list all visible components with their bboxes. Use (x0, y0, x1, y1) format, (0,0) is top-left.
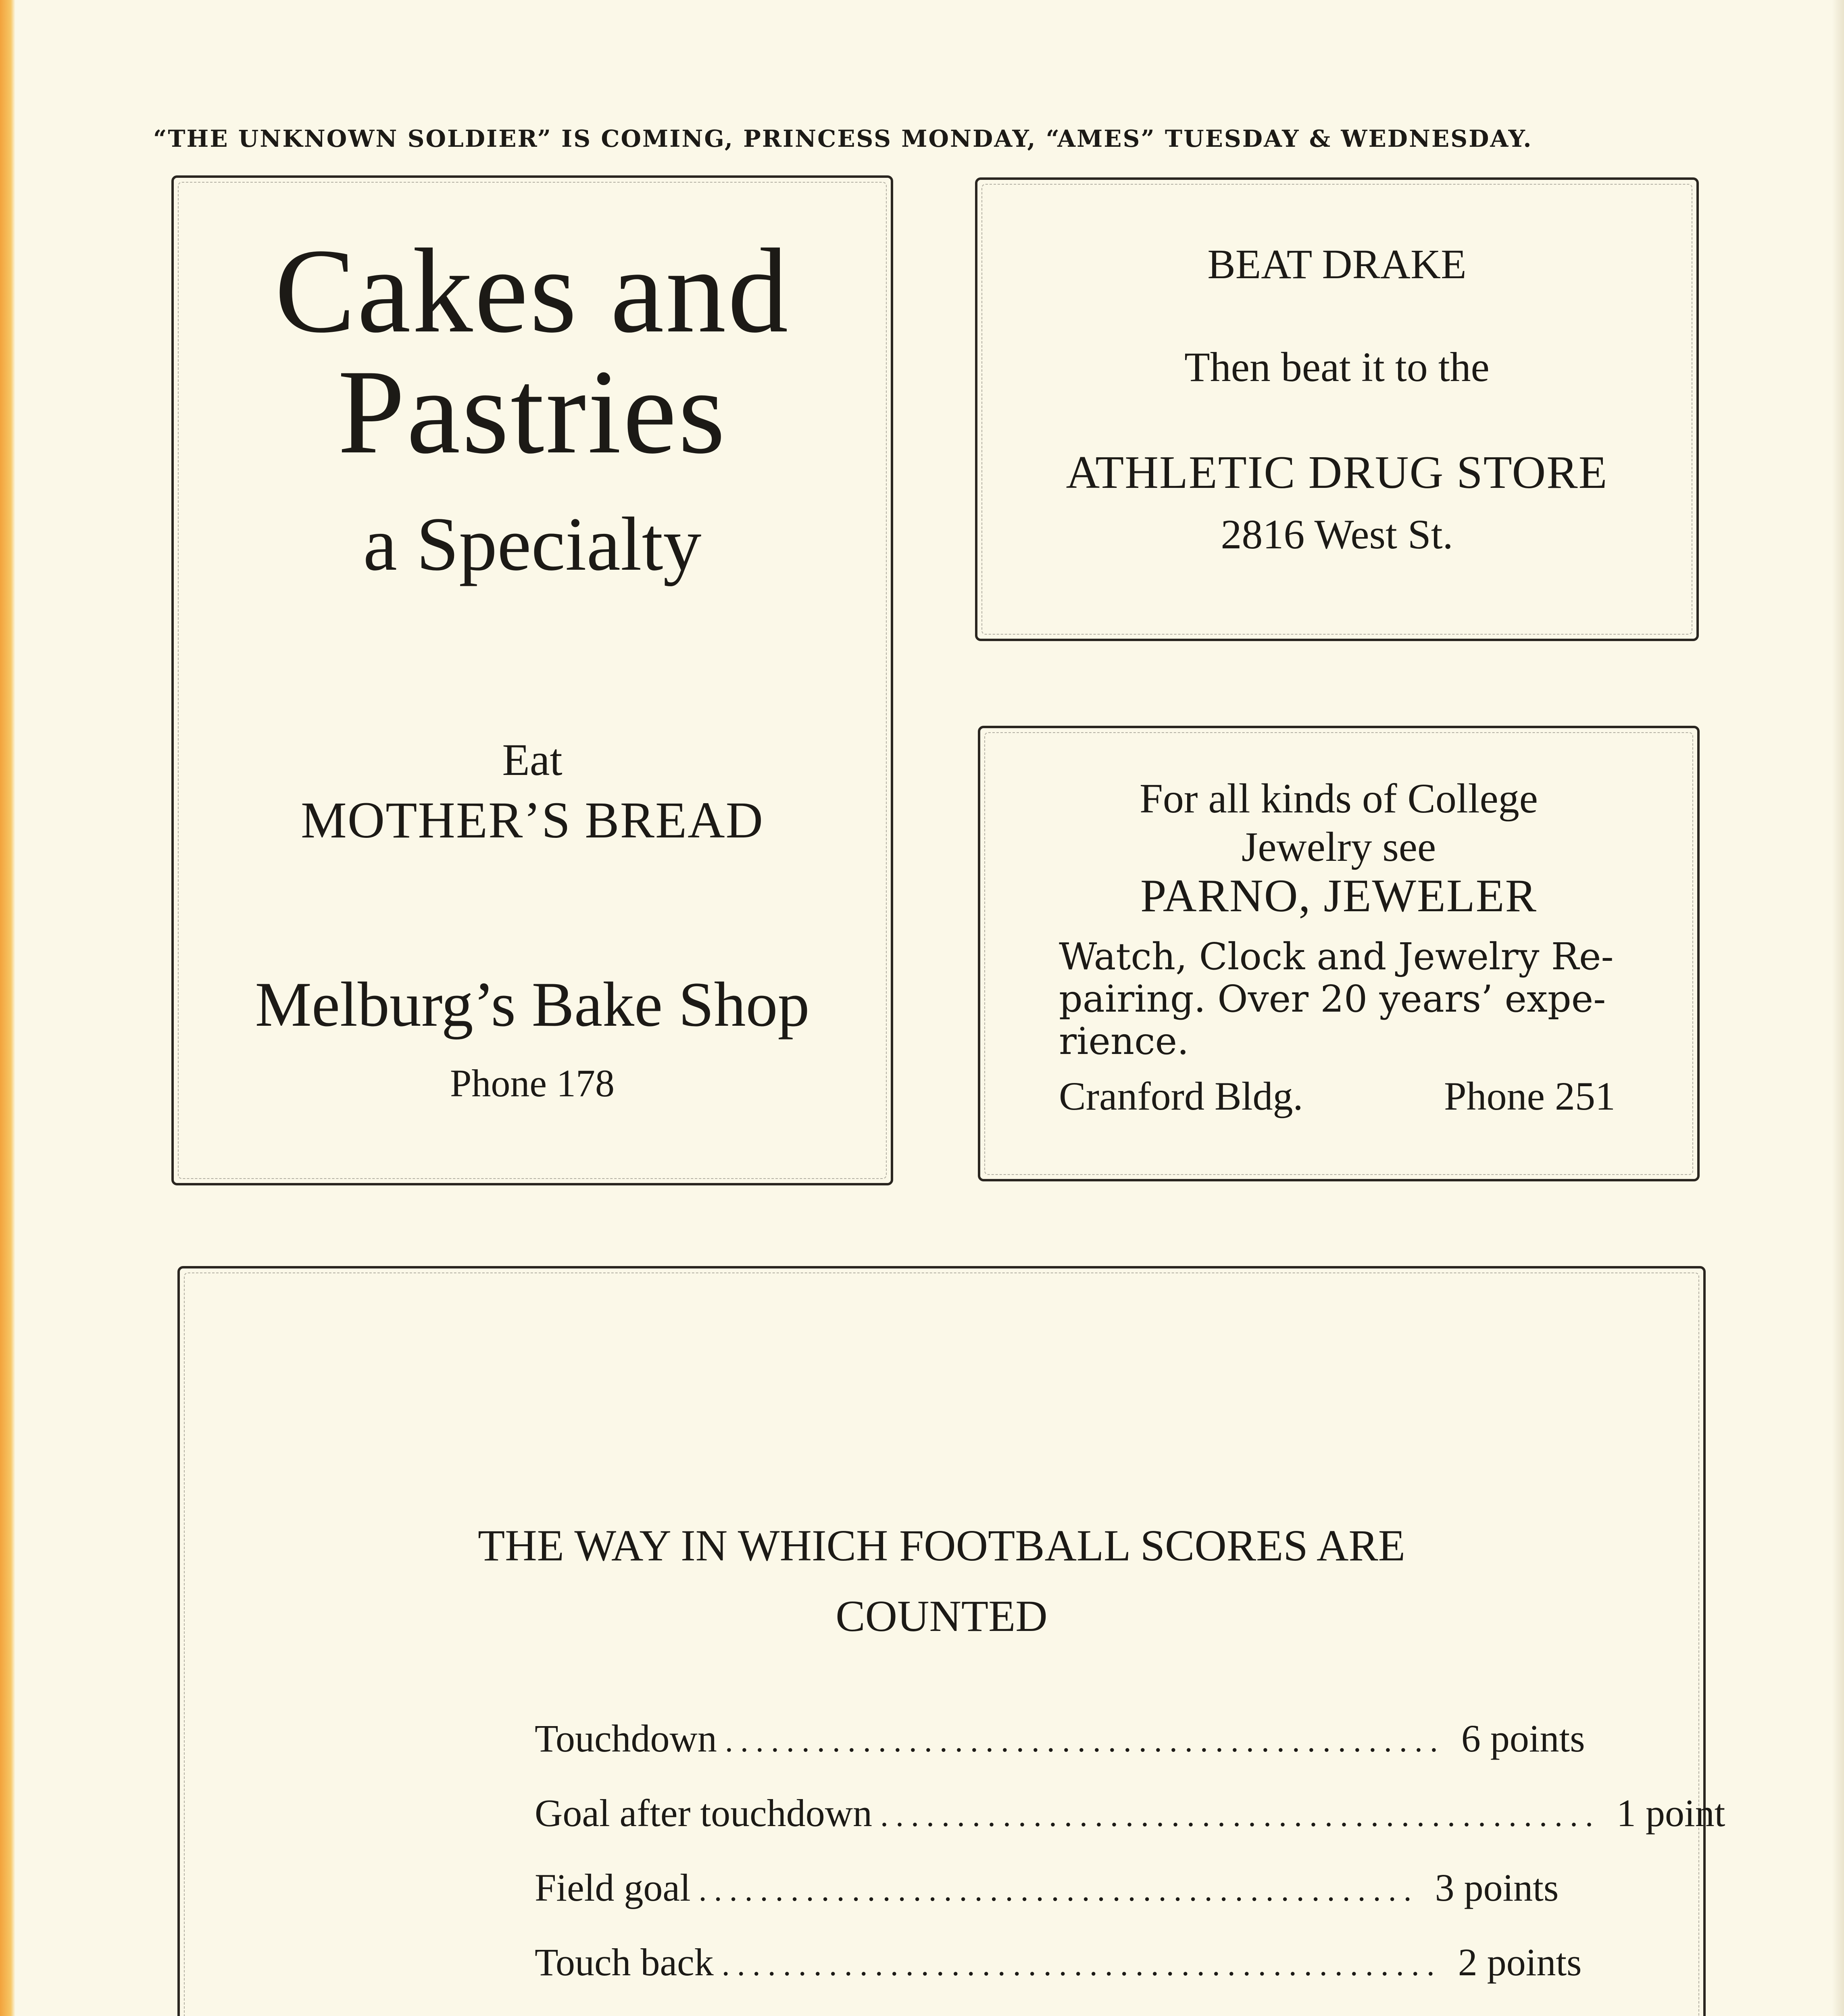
score-row-touch-back (535, 1940, 1582, 1988)
score-value: 6 points (1461, 1717, 1585, 1760)
jeweler-ad (978, 726, 1700, 1181)
jeweler-name: PARNO, JEWELER (1140, 870, 1537, 922)
jeweler-body-line3: rience. (1059, 1020, 1189, 1063)
football-scores-box (177, 1266, 1725, 2016)
bakery-ad (171, 175, 893, 1185)
page-edge-left (0, 0, 15, 2016)
bakery-shop-name: Melburg’s Bake Shop (255, 969, 810, 1040)
score-row-goal-after-touchdown (535, 1791, 1725, 1839)
jeweler-body-line1: Watch, Clock and Jewelry Re- (1059, 935, 1614, 978)
page-edge-right (1832, 0, 1844, 2016)
bakery-bread: MOTHER’S BREAD (300, 791, 764, 849)
drug-store-ad (975, 177, 1699, 641)
score-value: 1 point (1617, 1791, 1725, 1835)
score-row-field-goal (535, 1865, 1559, 1914)
leader-dots: ............................................... (880, 1798, 1601, 1833)
jeweler-phone: Phone 251 (1444, 1074, 1615, 1118)
bakery-eat: Eat (502, 735, 563, 785)
score-value: 3 points (1435, 1866, 1559, 1909)
drug-store-tagline: Then beat it to the (1184, 344, 1490, 390)
bakery-headline-line2: Pastries (338, 345, 727, 479)
score-label: Field goal (535, 1866, 691, 1909)
leader-dots: ............................................... (725, 1723, 1445, 1759)
drug-store-name: ATHLETIC DRUG STORE (1066, 447, 1608, 498)
score-label: Goal after touchdown (535, 1791, 873, 1835)
bakery-headline-line1: Cakes and (275, 224, 790, 358)
score-label: Touchdown (535, 1717, 717, 1760)
score-row-touchdown (535, 1716, 1585, 1764)
score-label: Touch back (535, 1941, 714, 1984)
bakery-phone: Phone 178 (450, 1062, 615, 1105)
drug-store-address: 2816 West St. (1221, 511, 1453, 558)
leader-dots: ............................................... (698, 1872, 1419, 1908)
bakery-specialty: a Specialty (363, 502, 702, 587)
leader-dots: ............................................... (721, 1947, 1442, 1983)
jeweler-body-line2: pairing. Over 20 years’ expe- (1059, 977, 1606, 1020)
drug-store-slogan: BEAT DRAKE (1207, 241, 1467, 287)
scores-title-line2: COUNTED (836, 1591, 1048, 1641)
jeweler-intro-line2: Jewelry see (1241, 824, 1436, 870)
score-value: 2 points (1458, 1941, 1582, 1984)
banner-announcement: “THE UNKNOWN SOLDIER” IS COMING, PRINCESS MONDAY, “AMES” TUESDAY & WEDNESDAY. (153, 125, 1533, 152)
jeweler-building: Cranford Bldg. (1059, 1074, 1303, 1118)
jeweler-footer (1059, 1073, 1615, 1119)
jeweler-intro-line1: For all kinds of College (1140, 775, 1538, 822)
scores-title-line1: THE WAY IN WHICH FOOTBALL SCORES ARE (478, 1521, 1405, 1570)
